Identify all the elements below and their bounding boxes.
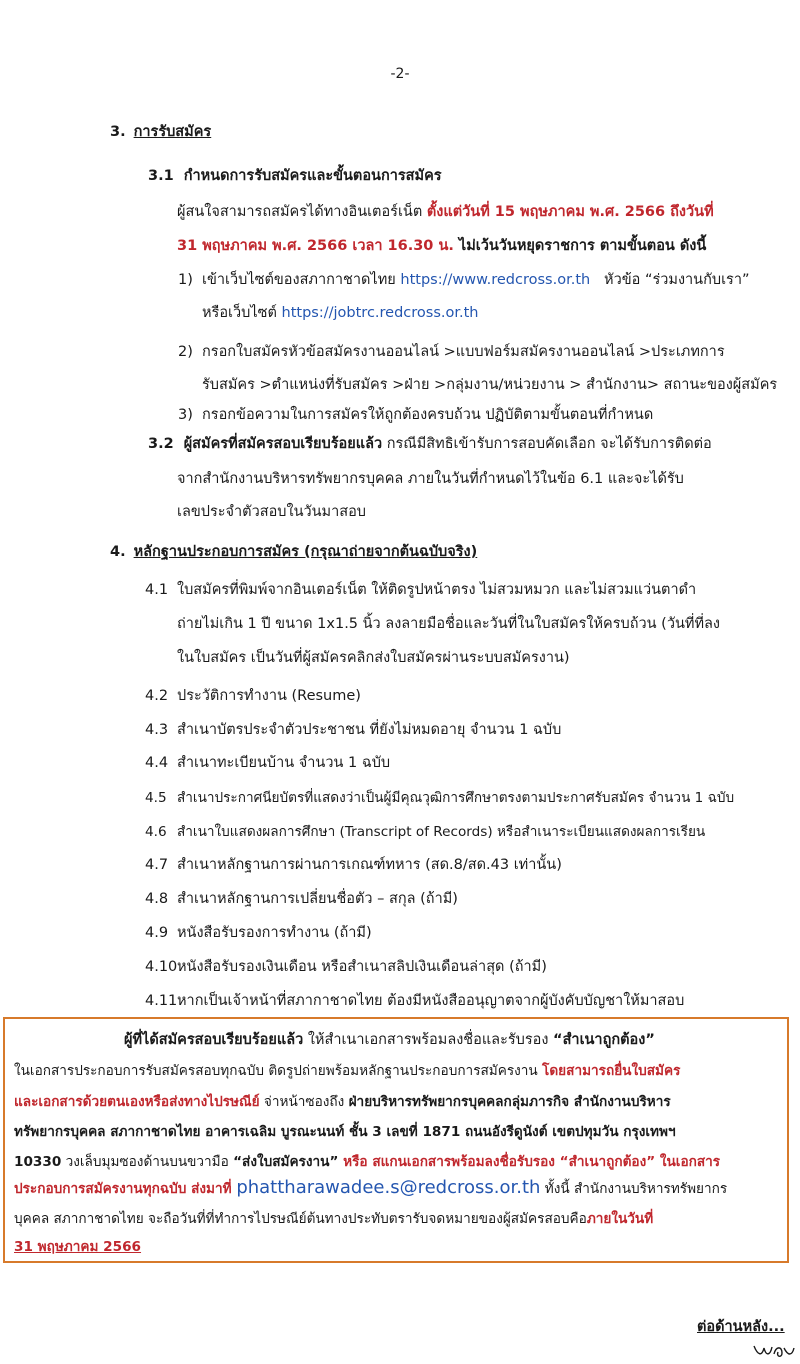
item-number: 4.3: [145, 722, 169, 738]
notice-line-5: [14, 1150, 720, 1172]
apply-date-start: ตั้งแต่วันที่ 15 พฤษภาคม พ.ศ. 2566 ถึงวันที่: [426, 204, 714, 220]
doc-item-4-7: [145, 853, 562, 876]
apply-date-end: 31 พฤษภาคม พ.ศ. 2566 เวลา 16.30 น.: [177, 238, 454, 254]
signature: [752, 1342, 796, 1364]
signature-mark: [752, 1342, 796, 1360]
doc-item-4-10: [145, 955, 547, 978]
notice-text: บุคคล สภากาชาดไทย จะถือวันที่ที่ทำการไปรษณีย์ต้นทางประทับตรารับจดหมายของผู้สมัครสอบคือ: [14, 1211, 587, 1227]
notice-address: ทรัพยากรบุคคล สภากาชาดไทย อาคารเฉลิม บูรณะนนท์ ชั้น 3 เลขที่ 1871 ถนนอังรีดูนังต์ เขตปทุมวัน กรุงเทพฯ: [14, 1124, 676, 1140]
section-4-title: หลักฐานประกอบการสมัคร (กรุณาถ่ายจากต้นฉบับจริง): [133, 544, 478, 560]
step-2: [178, 340, 725, 363]
deadline-date: 31 พฤษภาคม 2566: [14, 1239, 142, 1255]
notice-highlight: หรือ สแกนเอกสารพร้อมลงชื่อรับรอง “สำเนาถูกต้อง” ในเอกสาร: [338, 1154, 721, 1170]
notice-line-3: [14, 1090, 671, 1112]
item-number: 4.7: [145, 857, 169, 873]
notice-line-4: [14, 1120, 676, 1142]
doc-item-4-4: [145, 751, 390, 774]
notice-address: ฝ่ายบริหารทรัพยากรบุคคลกลุ่มภารกิจ สำนักงานบริหาร: [348, 1094, 671, 1110]
item-text: สำเนาประกาศนียบัตรที่แสดงว่าเป็นผู้มีคุณวุฒิการศึกษาตรงตามประกาศรับสมัคร จำนวน 1 ฉบับ: [177, 790, 735, 806]
doc-item-4-1-line-2: ถ่ายไม่เกิน 1 ปี ขนาด 1x1.5 นิ้ว ลงลายมือชื่อและวันที่ในใบสมัครให้ครบถ้วน (วันที่ที่ลง: [177, 616, 720, 632]
item-number: 4.9: [145, 925, 169, 941]
notice-text: ทั้งนี้ สำนักงานบริหารทรัพยากร: [540, 1181, 728, 1197]
subsection-3-1-heading: [148, 164, 442, 187]
notice-line-1: [124, 1028, 655, 1051]
doc-item-4-5: [145, 786, 734, 808]
subsection-3-2-line-3: เลขประจำตัวสอบในวันมาสอบ: [177, 504, 367, 520]
item-number: 4.4: [145, 755, 169, 771]
notice-text: วงเล็บมุมซองด้านบนขวามือ: [61, 1154, 234, 1170]
subsection-3-2: [148, 432, 712, 455]
item-text: สำเนาหลักฐานการเปลี่ยนชื่อตัว – สกุล (ถ้ามี): [177, 891, 458, 907]
email-link[interactable]: phattharawadee.s@redcross.or.th: [236, 1177, 541, 1198]
step-1-alt-text: หรือเว็บไซต์: [202, 305, 282, 321]
step-3: [178, 403, 653, 426]
step-3-number: 3): [178, 407, 193, 423]
subsection-3-2-number: 3.2: [148, 436, 174, 452]
item-number: 4.10: [145, 959, 178, 975]
item-text: หากเป็นเจ้าหน้าที่สภากาชาดไทย ต้องมีหนังสืออนุญาตจากผู้บังคับบัญชาให้มาสอบ: [177, 993, 685, 1009]
item-text: ใบสมัครที่พิมพ์จากอินเตอร์เน็ต ให้ติดรูปหน้าตรง ไม่สวมหมวก และไม่สวมแว่นตาดำ: [177, 582, 697, 598]
doc-item-4-1-line-3: ในใบสมัคร เป็นวันที่ผู้สมัครคลิกส่งใบสมัครผ่านระบบสมัครงาน): [177, 650, 570, 666]
jobtrc-website-link[interactable]: https://jobtrc.redcross.or.th: [281, 305, 479, 321]
item-number: 4.6: [145, 824, 167, 840]
item-number: 4.5: [145, 790, 167, 806]
doc-item-4-9: [145, 921, 372, 944]
item-text: หนังสือรับรองการทำงาน (ถ้ามี): [177, 925, 372, 941]
apply-period-line-1: [177, 200, 714, 223]
certified-copy-text: “สำเนาถูกต้อง”: [553, 1032, 655, 1048]
subsection-3-2-line-2: จากสำนักงานบริหารทรัพยากรบุคคล ภายในวันที่กำหนดไว้ในข้อ 6.1 และจะได้รับ: [177, 471, 684, 487]
item-number: 4.2: [145, 688, 169, 704]
subsection-3-1-number: 3.1: [148, 168, 174, 184]
item-number: 4.1: [145, 582, 169, 598]
doc-item-4-6: [145, 820, 705, 842]
notice-text: ในเอกสารประกอบการรับสมัครสอบทุกฉบับ ติดรูปถ่ายพร้อมหลักฐานประกอบการสมัครงาน: [14, 1063, 543, 1079]
notice-text: จ่าหน้าซองถึง: [259, 1094, 349, 1110]
doc-item-4-1: [145, 578, 696, 601]
step-1-topic: หัวข้อ “ร่วมงานกับเรา”: [590, 272, 750, 288]
doc-item-4-8: [145, 887, 458, 910]
item-text: สำเนาหลักฐานการผ่านการเกณฑ์ทหาร (สด.8/สด.43 เท่านั้น): [177, 857, 562, 873]
apply-intro-text: ผู้สนใจสามารถสมัครได้ทางอินเตอร์เน็ต: [177, 204, 427, 220]
step-2-text: กรอกใบสมัครหัวข้อสมัครงานออนไลน์ >แบบฟอร์มสมัครงานออนไลน์ >ประเภทการ: [202, 344, 725, 360]
notice-highlight: โดยสามารถยื่นใบสมัคร: [542, 1063, 681, 1079]
step-1-cont: [202, 301, 478, 324]
subsection-3-1-title: กำหนดการรับสมัครและขั้นตอนการสมัคร: [183, 168, 442, 184]
doc-item-4-3: [145, 718, 561, 741]
apply-period-line-2: [177, 234, 706, 257]
notice-lead: ผู้ที่ได้สมัครสอบเรียบร้อยแล้ว: [124, 1032, 304, 1048]
step-1-text: เข้าเว็บไซต์ของสภากาชาดไทย: [202, 272, 401, 288]
step-1-number: 1): [178, 272, 193, 288]
item-number: 4.11: [145, 993, 178, 1009]
notice-line-2: [14, 1059, 680, 1081]
step-2-number: 2): [178, 344, 193, 360]
step-2-cont: รับสมัคร >ตำแหน่งที่รับสมัคร >ฝ่าย >กลุ่มงาน/หน่วยงาน > สำนักงาน> สถานะของผู้สมัคร: [202, 377, 778, 393]
notice-highlight: ประกอบการสมัครงานทุกฉบับ ส่งมาที่: [14, 1181, 237, 1197]
notice-line-8: [14, 1235, 141, 1257]
page-number: -2-: [390, 66, 410, 82]
item-text: ประวัติการทำงาน (Resume): [177, 688, 361, 704]
section-3-heading: [110, 120, 211, 143]
step-1: [178, 268, 749, 291]
notice-line-7: [14, 1207, 653, 1229]
doc-item-4-2: [145, 684, 361, 707]
item-text: สำเนาใบแสดงผลการศึกษา (Transcript of Records) หรือสำเนาระเบียนแสดงผลการเรียน: [177, 824, 706, 840]
postal-code: 10330: [14, 1154, 62, 1170]
doc-item-4-11: [145, 989, 684, 1012]
envelope-label: “ส่งใบสมัครงาน”: [233, 1154, 339, 1170]
redcross-website-link[interactable]: https://www.redcross.or.th: [400, 272, 591, 288]
subsection-3-2-text: กรณีมีสิทธิเข้ารับการสอบคัดเลือก จะได้รับการติดต่อ: [382, 436, 712, 452]
section-4-number: 4.: [110, 544, 126, 560]
item-text: หนังสือรับรองเงินเดือน หรือสำเนาสลิปเงินเดือนล่าสุด (ถ้ามี): [177, 959, 547, 975]
section-4-heading: [110, 540, 477, 563]
item-text: สำเนาบัตรประจำตัวประชาชน ที่ยังไม่หมดอายุ จำนวน 1 ฉบับ: [177, 722, 562, 738]
notice-highlight: และเอกสารด้วยตนเองหรือส่งทางไปรษณีย์: [14, 1094, 260, 1110]
notice-text: ให้สำเนาเอกสารพร้อมลงชื่อและรับรอง: [303, 1032, 554, 1048]
subsection-3-2-lead: ผู้สมัครที่สมัครสอบเรียบร้อยแล้ว: [183, 436, 383, 452]
section-3-number: 3.: [110, 124, 126, 140]
section-3-title: การรับสมัคร: [133, 124, 212, 140]
notice-highlight: ภายในวันที่: [586, 1211, 654, 1227]
item-text: สำเนาทะเบียนบ้าน จำนวน 1 ฉบับ: [177, 755, 391, 771]
item-number: 4.8: [145, 891, 169, 907]
notice-line-6: [14, 1177, 727, 1199]
step-3-text: กรอกข้อความในการสมัครให้ถูกต้องครบถ้วน ปฏิบัติตามขั้นตอนที่กำหนด: [202, 407, 654, 423]
apply-no-holiday-text: ไม่เว้นวันหยุดราชการ ตามขั้นตอน ดังนี้: [453, 238, 707, 254]
continued-note: ต่อด้านหลัง...: [697, 1319, 785, 1335]
